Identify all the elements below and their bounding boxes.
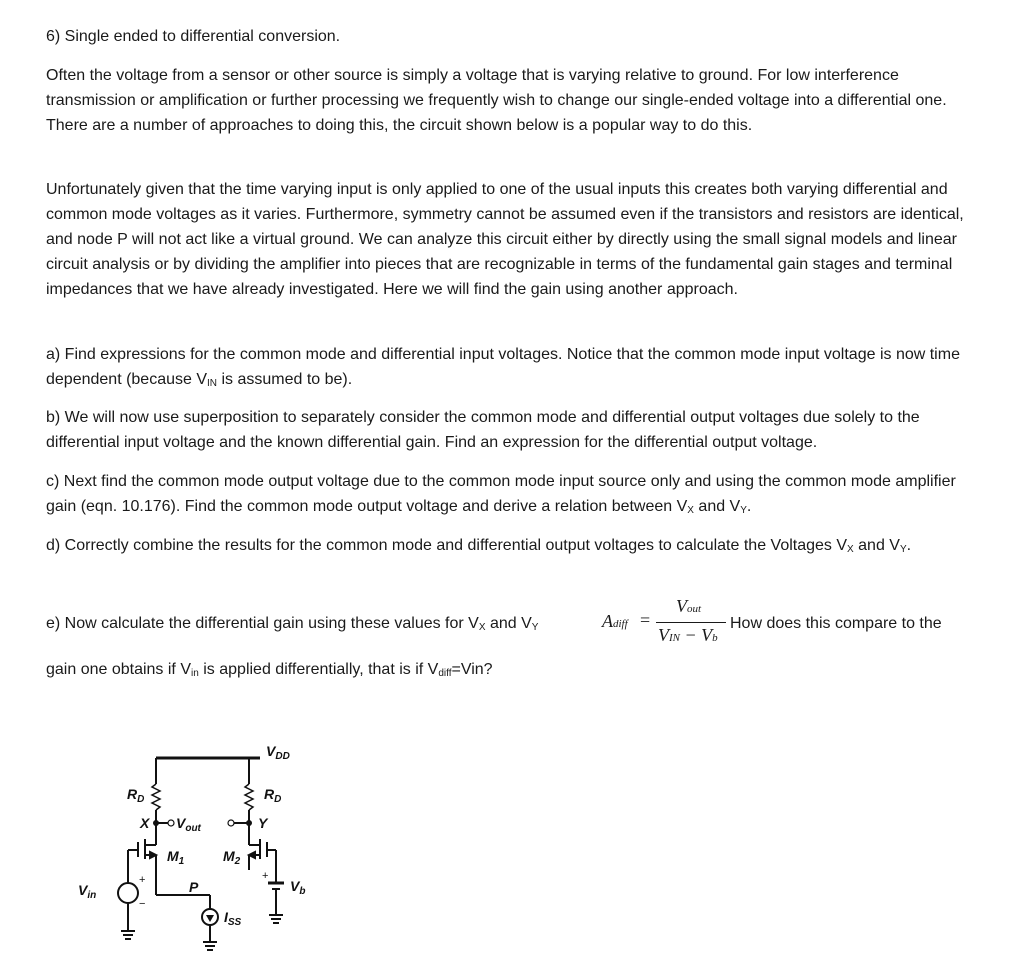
- vout-right-terminal: [228, 820, 234, 826]
- rd-right-label: $R_D$: [264, 786, 282, 805]
- vin-minus: −: [139, 898, 146, 910]
- vin-label: $V_{in}$: [78, 882, 97, 901]
- m1-label: $M_1$: [167, 848, 185, 867]
- vin-plus: +: [139, 874, 146, 886]
- node-x-dot: [153, 820, 159, 826]
- m2-label: $M_2$: [223, 848, 241, 867]
- fraction-bar: [656, 622, 726, 623]
- part-c: c) Next find the common mode output voltage due to the common mode input source only and using the common mode amplifier gain (eqn. 10.176). Find the common mode output voltage and derive a relation between $V_X$ and $V_Y$.: [46, 473, 956, 516]
- vb-plus: +: [262, 870, 269, 882]
- gain-formula: [602, 596, 727, 656]
- formula-lhs: Adiff: [602, 611, 628, 631]
- vout-label: $V_{out}$: [176, 815, 201, 834]
- formula-denominator: VIN − Vb: [658, 625, 718, 645]
- part-e-line2: gain one obtains if $V_{in}$ is applied differentially, that is if $V_{diff}=Vin$?: [46, 661, 493, 679]
- question-title: 6) Single ended to differential conversion.: [46, 28, 341, 45]
- node-y-label: Y: [258, 815, 268, 831]
- vout-left-terminal: [168, 820, 174, 826]
- part-b: b) We will now use superposition to separately consider the common mode and differential output voltages due solely to the differential input voltage and the known differential gain. Find an expression for the differential output voltage.: [46, 409, 920, 451]
- rd-right-resistor: [245, 784, 253, 810]
- part-a: a) Find expressions for the common mode and differential input voltages. Notice that the common mode input voltage is now time dependent (because $V_{IN}$ is assumed to be).: [46, 346, 960, 389]
- approach-paragraph: Unfortunately given that the time varying input is only applied to one of the usual inputs this creates both varying differential and common mode voltages as it varies. Furthermore, symmetry cannot be assumed even if the transistors and resistors are identical, and node P will not act like a virtual ground. We can analyze this circuit either by directly using the small signal models and linear circuit analysis or by dividing the amplifier into pieces that are recognizable in terms of the fundamental gain stages and terminal impedances that we have already investigated. Here we will find the gain using another approach.: [46, 181, 964, 298]
- iss-arrow: [206, 915, 214, 922]
- vdd-label: $V_{DD}$: [266, 743, 290, 762]
- rd-left-label: $R_D$: [127, 786, 145, 805]
- formula-numerator: Vout: [676, 596, 702, 616]
- node-y-dot: [246, 820, 252, 826]
- part-d: d) Correctly combine the results for the common mode and differential output voltages to calculate the Voltages $V_X$ and $V_Y$.: [46, 537, 912, 555]
- part-e-compare: How does this compare to the: [730, 615, 942, 632]
- node-x-label: X: [140, 815, 150, 831]
- iss-label: $I_{SS}$: [224, 909, 242, 928]
- vb-label: $V_b$: [290, 878, 306, 897]
- formula-equals: =: [640, 610, 651, 630]
- intro-paragraph: Often the voltage from a sensor or other source is simply a voltage that is varying relative to ground. For low interference transmission or amplification or further processing we frequently wish to change our single-ended voltage into a differential one. There are a number of approaches to doing this, the circuit shown below is a popular way to do this.: [46, 67, 947, 134]
- rd-left-resistor: [152, 784, 160, 810]
- node-p-label: P: [189, 879, 199, 895]
- differential-pair-schematic: [70, 735, 370, 965]
- vin-source: [118, 883, 138, 903]
- part-e-line1: e) Now calculate the differential gain using these values for $V_X$ and $V_Y$: [46, 615, 539, 633]
